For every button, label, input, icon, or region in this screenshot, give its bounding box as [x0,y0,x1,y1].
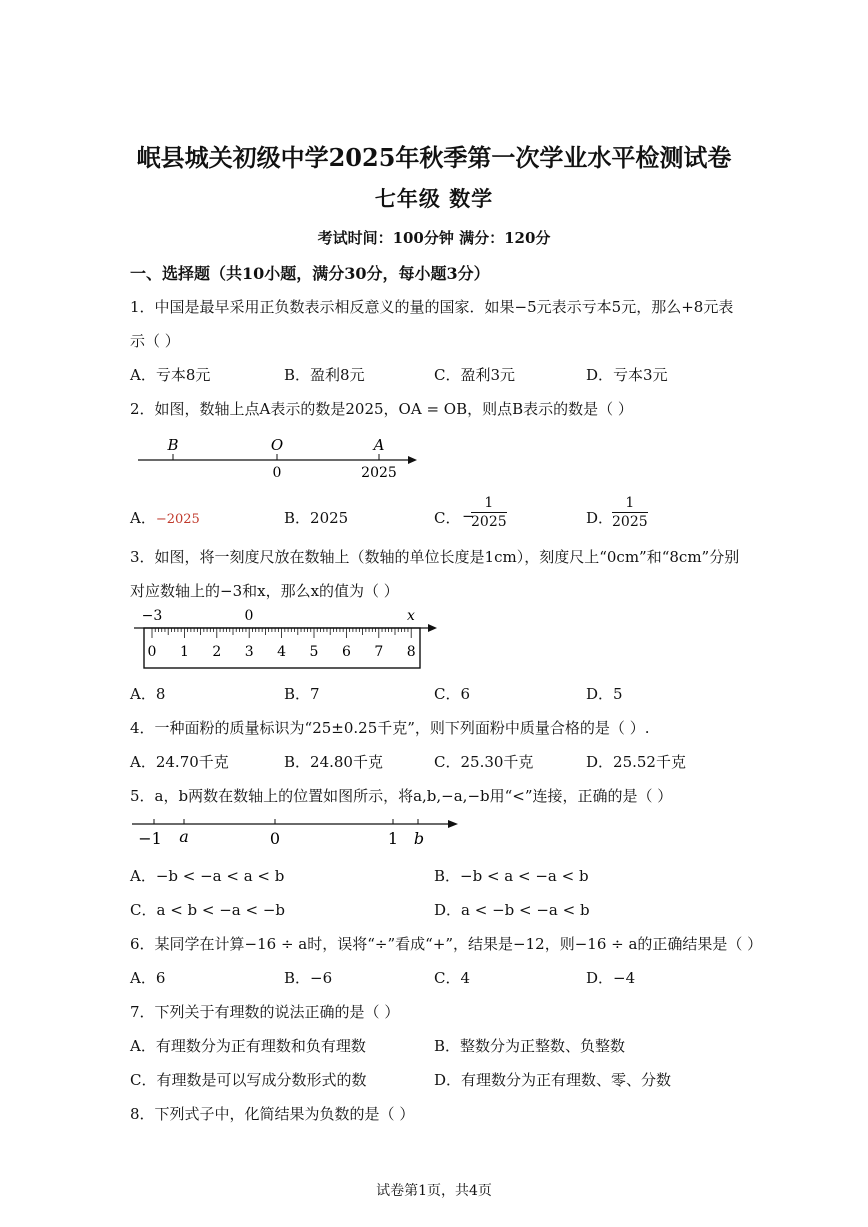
exam-title: 岷县城关初级中学2025年秋季第一次学业水平检测试卷 [136,143,732,172]
q2-axis-arrow [408,456,417,464]
question-5-text: 5．a，b两数在数轴上的位置如图所示，将a,b,−a,−b用“<”连接，正确的是（ ） [130,787,673,805]
q3-ruler-figure [130,606,445,672]
q5-number-line-figure [130,812,465,852]
q2-label-a: A [373,436,385,454]
q6-option-a: A．6 [130,969,166,987]
q2-option-d-prefix: D． [586,509,614,527]
question-3-line-2: 对应数轴上的−3和x，那么x的值为（ ） [130,582,399,600]
q3-option-a: A．8 [130,685,166,703]
q2-option-c-prefix: C． [434,509,461,527]
q2-label-o: O [270,436,284,454]
q1-option-d: D．亏本3元 [586,366,668,384]
question-1-line-1: 1．中国是最早采用正负数表示相反意义的量的国家．如果−5元表示亏本5元，那么+8元表 [130,298,734,316]
q1-option-c: C．盈利3元 [434,366,516,384]
question-8-text: 8．下列式子中，化简结果为负数的是（ ） [130,1105,415,1123]
q6-option-b: B．−6 [284,969,333,987]
q2-option-a-prefix: A． [130,509,156,527]
question-1-line-2: 示（ ） [130,332,180,350]
q4-option-a: A．24.70千克 [130,753,229,771]
ruler-label: 7 [374,644,384,660]
q2-option-d-denominator: 2025 [612,514,648,530]
q3-option-d: D．5 [586,685,623,703]
q5-option-d: D．a < −b < −a < b [434,901,590,919]
ruler-label: 8 [406,644,416,660]
q5-label-neg1: −1 [138,829,162,848]
q1-option-b: B．盈利8元 [284,366,365,384]
q5-axis-arrow [448,820,458,828]
question-3-line-1: 3．如图，将一刻度尺放在数轴上（数轴的单位长度是1cm），刻度尺上“0cm”和“8cm”分别 [130,548,740,566]
q7-option-a: A．有理数分为正有理数和负有理数 [130,1037,366,1055]
q5-option-b: B．−b < a < −a < b [434,867,589,885]
q1-option-a: A．亏本8元 [130,366,211,384]
q2-tick-label-2025: 2025 [361,465,397,481]
question-7-text: 7．下列关于有理数的说法正确的是（ ） [130,1003,400,1021]
q5-label-1: 1 [387,829,399,848]
q2-number-line-figure [130,432,430,484]
page-footer: 试卷第1页，共4页 [376,1183,492,1199]
q5-label-a: a [179,827,189,846]
ruler-label: 6 [341,644,351,660]
q4-option-d: D．25.52千克 [586,753,686,771]
question-6-text: 6．某同学在计算−16 ÷ a时，误将“÷”看成“+”，结果是−12，则−16 ÷ a的正确结果是（ ） [130,935,763,953]
q5-label-b: b [413,829,425,848]
exam-info: 考试时间：100分钟 满分：120分 [317,229,551,247]
q2-option-b: B．2025 [284,509,349,527]
q6-option-d: D．−4 [586,969,636,987]
ruler-label: 3 [244,644,254,660]
question-2-text: 2．如图，数轴上点A表示的数是2025，OA = OB，则点B表示的数是（ ） [130,400,633,418]
q7-option-b: B．整数分为正整数、负整数 [434,1037,626,1055]
q3-axis-label-0: 0 [244,608,254,624]
question-4-text: 4．一种面粉的质量标识为“25±0.25千克”，则下列面粉中质量合格的是（ ）. [130,719,650,737]
q4-option-b: B．24.80千克 [284,753,383,771]
q2-option-c-denominator: 2025 [471,514,507,530]
q5-option-a: A．−b < −a < a < b [130,867,285,885]
exam-subtitle: 七年级 数学 [374,186,494,211]
q5-option-c: C．a < b < −a < −b [130,901,286,919]
ruler-label: 2 [212,644,222,660]
q7-option-d: D．有理数分为正有理数、零、分数 [434,1071,672,1089]
q2-option-d-fraction [612,495,648,530]
q3-option-b: B．7 [284,685,320,703]
q2-option-c-sign: − [462,507,475,525]
q2-option-d-numerator: 1 [612,495,648,513]
ruler-label: 5 [309,644,319,660]
ruler-label: 0 [147,644,157,660]
q3-axis-label-neg3: −3 [141,608,163,624]
q2-option-a [130,507,200,528]
q2-label-b: B [167,436,179,454]
ruler-label: 4 [277,644,287,660]
q3-option-c: C．6 [434,685,471,703]
q2-option-a-value: −2025 [155,512,200,527]
q7-option-c: C．有理数是可以写成分数形式的数 [130,1071,367,1089]
q3-axis-label-x: x [407,608,415,624]
q2-option-c-numerator: 1 [471,495,507,513]
q6-option-c: C．4 [434,969,471,987]
section-heading: 一、选择题（共10小题，满分30分，每小题3分） [130,264,490,283]
q5-label-0: 0 [269,829,281,848]
q3-axis-arrow [428,624,437,632]
q4-option-c: C．25.30千克 [434,753,534,771]
ruler-label: 1 [179,644,189,660]
q3-ruler-labels [148,644,416,660]
q2-option-c-fraction [471,495,507,530]
q3-ruler-ticks [152,628,411,638]
q2-tick-label-0: 0 [272,465,282,481]
